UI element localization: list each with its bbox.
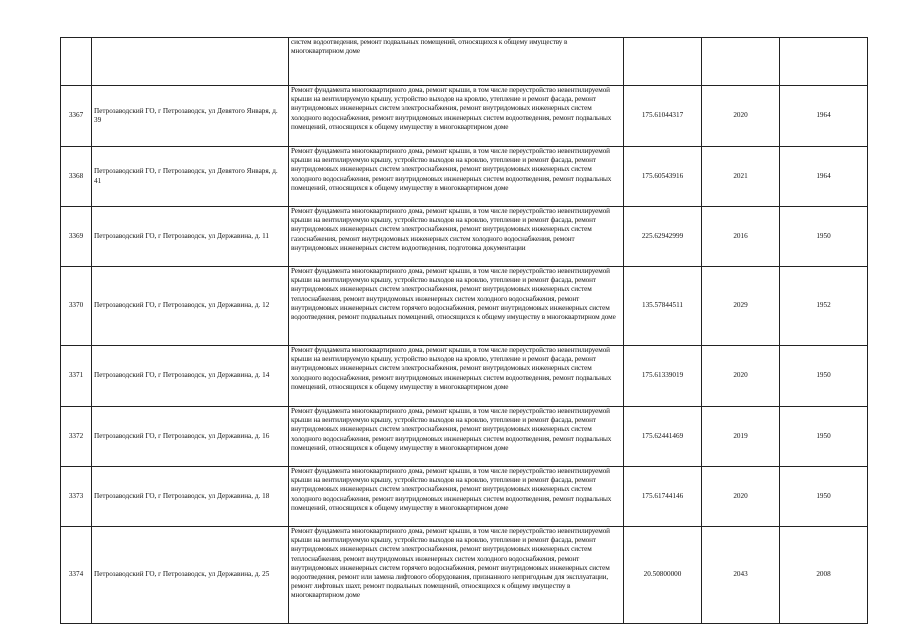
repair-program-table [60,37,868,624]
build-year: 1950 [780,346,868,407]
planned-year: 2020 [702,86,780,147]
repair-cost: 175.61044317 [624,86,702,147]
table-row [61,346,868,407]
repair-works: систем водоотведения, ремонт подвальных помещений, относящихся к общему имуществу в многоквартирном доме [289,38,624,86]
planned-year: 2020 [702,346,780,407]
row-number: 3372 [61,407,92,467]
table-row [61,267,868,346]
row-number: 3371 [61,346,92,407]
table-row [61,38,868,86]
build-year: 1964 [780,86,868,147]
row-number: 3369 [61,207,92,267]
repair-works: Ремонт фундамента многоквартирного дома, ремонт крыши, в том числе переустройство невентилируемой крыши на вентилируемую крышу, устройство выходов на кровлю, утепление и ремонт фасада, ремонт внутридомовых инженерных систем электроснабжения, ремонт внутридомовых инженерных систем холодного водоснабжения, ремонт внутридомовых инженерных систем водоотведения, ремонт подвальных помещений, относящихся к общему имуществу в многоквартирном доме [289,346,624,407]
house-address [92,38,289,86]
house-address: Петрозаводский ГО, г Петрозаводск, ул Державина, д. 14 [92,346,289,407]
repair-works: Ремонт фундамента многоквартирного дома, ремонт крыши, в том числе переустройство невентилируемой крыши на вентилируемую крышу, устройство выходов на кровлю, утепление и ремонт фасада, ремонт внутридомовых инженерных систем электроснабжения, ремонт внутридомовых инженерных систем холодного водоснабжения, ремонт внутридомовых инженерных систем водоотведения, ремонт подвальных помещений, относящихся к общему имуществу в многоквартирном доме [289,86,624,147]
build-year: 1950 [780,207,868,267]
build-year: 1950 [780,407,868,467]
table-row [61,407,868,467]
repair-cost: 135.57844511 [624,267,702,346]
table-row [61,147,868,207]
house-address: Петрозаводский ГО, г Петрозаводск, ул Державина, д. 25 [92,527,289,624]
house-address: Петрозаводский ГО, г Петрозаводск, ул Девятого Января, д. 41 [92,147,289,207]
build-year [780,38,868,86]
repair-works: Ремонт фундамента многоквартирного дома, ремонт крыши, в том числе переустройство невентилируемой крыши на вентилируемую крышу, устройство выходов на кровлю, утепление и ремонт фасада, ремонт внутридомовых инженерных систем электроснабжения, ремонт внутридомовых инженерных систем теплоснабжения, ремонт внутридомовых инженерных систем холодного водоснабжения, ремонт внутридомовых инженерных систем горячего водоснабжения, ремонт внутридомовых инженерных систем водоотведения, ремонт подвальных помещений, относящихся к общему имуществу в многоквартирном доме [289,267,624,346]
table-row [61,467,868,527]
row-number: 3370 [61,267,92,346]
build-year: 1964 [780,147,868,207]
row-number: 3374 [61,527,92,624]
repair-cost: 175.60543916 [624,147,702,207]
row-number: 3368 [61,147,92,207]
table-row [61,527,868,624]
house-address: Петрозаводский ГО, г Петрозаводск, ул Державина, д. 12 [92,267,289,346]
planned-year [702,38,780,86]
house-address: Петрозаводский ГО, г Петрозаводск, ул Державина, д. 11 [92,207,289,267]
repair-cost: 175.62441469 [624,407,702,467]
build-year: 1950 [780,467,868,527]
house-address: Петрозаводский ГО, г Петрозаводск, ул Державина, д. 16 [92,407,289,467]
build-year: 2008 [780,527,868,624]
row-number [61,38,92,86]
repair-cost: 225.62942999 [624,207,702,267]
repair-works: Ремонт фундамента многоквартирного дома, ремонт крыши, в том числе переустройство невентилируемой крыши на вентилируемую крышу, устройство выходов на кровлю, утепление и ремонт фасада, ремонт внутридомовых инженерных систем электроснабжения, ремонт внутридомовых инженерных систем холодного водоснабжения, ремонт внутридомовых инженерных систем водоотведения, ремонт подвальных помещений, относящихся к общему имуществу в многоквартирном доме [289,467,624,527]
table-row [61,86,868,147]
repair-works: Ремонт фундамента многоквартирного дома, ремонт крыши, в том числе переустройство невентилируемой крыши на вентилируемую крышу, устройство выходов на кровлю, утепление и ремонт фасада, ремонт внутридомовых инженерных систем электроснабжения, ремонт внутридомовых инженерных систем газоснабжения, ремонт внутридомовых инженерных систем холодного водоснабжения, ремонт внутридомовых инженерных систем водоотведения, подготовка документации [289,207,624,267]
planned-year: 2016 [702,207,780,267]
repair-cost [624,38,702,86]
house-address: Петрозаводский ГО, г Петрозаводск, ул Державина, д. 18 [92,467,289,527]
repair-works: Ремонт фундамента многоквартирного дома, ремонт крыши, в том числе переустройство невентилируемой крыши на вентилируемую крышу, устройство выходов на кровлю, утепление и ремонт фасада, ремонт внутридомовых инженерных систем электроснабжения, ремонт внутридомовых инженерных систем теплоснабжения, ремонт внутридомовых инженерных систем холодного водоснабжения, ремонт внутридомовых инженерных систем горячего водоснабжения, ремонт внутридомовых инженерных систем водоотведения, ремонт или замена лифтового оборудования, признанного непригодным для эксплуатации, ремонт лифтовых шахт, ремонт подвальных помещений, относящихся к общему имуществу в многоквартирном доме [289,527,624,624]
planned-year: 2020 [702,467,780,527]
row-number: 3367 [61,86,92,147]
repair-cost: 175.61744146 [624,467,702,527]
build-year: 1952 [780,267,868,346]
row-number: 3373 [61,467,92,527]
planned-year: 2019 [702,407,780,467]
table-row [61,207,868,267]
repair-cost: 20.50800000 [624,527,702,624]
planned-year: 2029 [702,267,780,346]
planned-year: 2043 [702,527,780,624]
repair-works: Ремонт фундамента многоквартирного дома, ремонт крыши, в том числе переустройство невентилируемой крыши на вентилируемую крышу, устройство выходов на кровлю, утепление и ремонт фасада, ремонт внутридомовых инженерных систем электроснабжения, ремонт внутридомовых инженерных систем холодного водоснабжения, ремонт внутридомовых инженерных систем водоотведения, ремонт подвальных помещений, относящихся к общему имуществу в многоквартирном доме [289,147,624,207]
planned-year: 2021 [702,147,780,207]
repair-works: Ремонт фундамента многоквартирного дома, ремонт крыши, в том числе переустройство невентилируемой крыши на вентилируемую крышу, устройство выходов на кровлю, утепление и ремонт фасада, ремонт внутридомовых инженерных систем электроснабжения, ремонт внутридомовых инженерных систем холодного водоснабжения, ремонт внутридомовых инженерных систем водоотведения, ремонт подвальных помещений, относящихся к общему имуществу в многоквартирном доме [289,407,624,467]
house-address: Петрозаводский ГО, г Петрозаводск, ул Девятого Января, д. 39 [92,86,289,147]
repair-cost: 175.61339019 [624,346,702,407]
